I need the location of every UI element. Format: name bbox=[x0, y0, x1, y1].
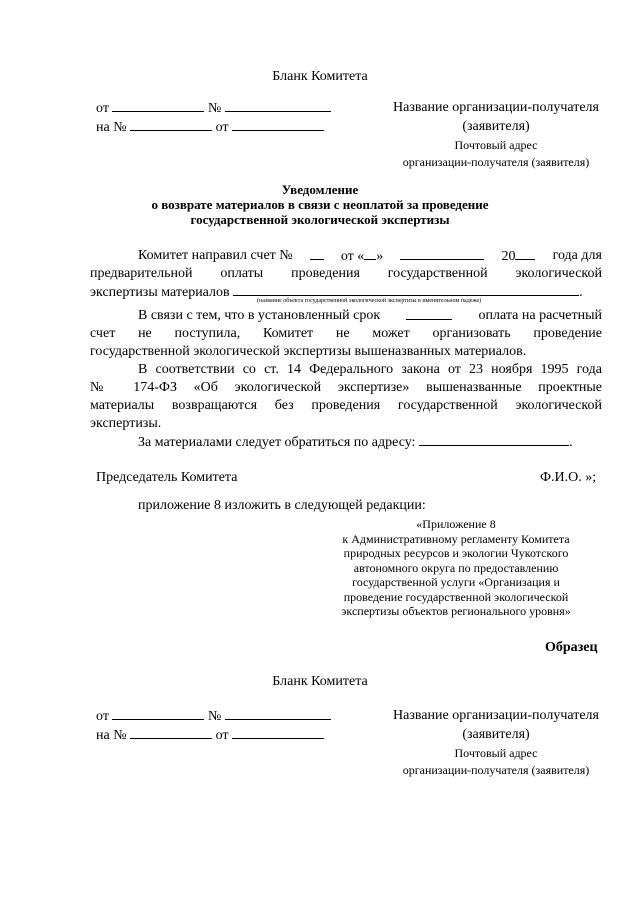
notice-title bbox=[0, 182, 640, 227]
chairman-fio: Ф.И.О. »; bbox=[540, 470, 597, 485]
reply-number-field-2[interactable] bbox=[130, 726, 212, 739]
blank-title: Бланк Комитета bbox=[272, 69, 368, 84]
reply-date-field-2[interactable] bbox=[232, 726, 324, 739]
address-field[interactable] bbox=[419, 433, 569, 446]
number-label-2: № bbox=[207, 709, 222, 724]
outgoing-ref-row bbox=[96, 99, 331, 117]
appendix-header: «Приложение 8 к Административному регламенту Комитета природных ресурсов и экологии Чукотского автономного округа по предоставлению государственной услуги «Организация и проведение государственной экологической экспертизы объектов регионального уровня» bbox=[341, 517, 571, 618]
notice-title-line1: Уведомление bbox=[281, 182, 359, 197]
from-label: от bbox=[96, 101, 109, 116]
paragraph-law: В соответствии со ст. 14 Федерального закона от 23 ноября 1995 года bbox=[138, 362, 602, 377]
number-field[interactable] bbox=[225, 99, 331, 112]
recipient-name: Название организации-получателя bbox=[393, 100, 599, 115]
object-name-caption: (название объекта государственной экологической экспертизы в именительном падеже) bbox=[257, 298, 482, 304]
postal-address: Почтовый адрес bbox=[454, 138, 538, 152]
blank-title-2: Бланк Комитета bbox=[272, 674, 368, 689]
paragraph-payment: В связи с тем, что в установленный срок оплата на расчетный bbox=[138, 308, 602, 323]
invoice-month-field[interactable] bbox=[400, 247, 484, 260]
reply-from-label: от bbox=[215, 120, 229, 135]
invoice-year-field[interactable] bbox=[515, 247, 535, 260]
recipient-block bbox=[380, 99, 612, 169]
recipient-sub-2: (заявителя) bbox=[462, 727, 530, 742]
chairman-label: Председатель Комитета bbox=[96, 470, 238, 485]
reply-date-field[interactable] bbox=[232, 118, 324, 131]
from-label-2: от bbox=[96, 709, 109, 724]
invoice-number-field[interactable] bbox=[310, 247, 324, 260]
reply-ref-row-2 bbox=[96, 726, 324, 744]
recipient-name-2: Название организации-получателя bbox=[393, 708, 599, 723]
number-label: № bbox=[207, 101, 222, 116]
date-field[interactable] bbox=[112, 99, 204, 112]
postal-address-2: Почтовый адрес bbox=[454, 746, 538, 760]
object-name-field[interactable] bbox=[233, 283, 579, 296]
sample-label: Образец bbox=[545, 640, 598, 655]
reply-number-field[interactable] bbox=[130, 118, 212, 131]
postal-address-sub-2: организации-получателя (заявителя) bbox=[402, 762, 590, 777]
amendment-text: приложение 8 изложить в следующей редакции: bbox=[138, 498, 426, 513]
recipient-sub: (заявителя) bbox=[462, 119, 530, 134]
notice-title-line3: государственной экологической экспертизы bbox=[190, 212, 450, 227]
reply-ref-row bbox=[96, 118, 324, 136]
number-field-2[interactable] bbox=[225, 707, 331, 720]
reply-number-label-2: на № bbox=[96, 728, 127, 743]
postal-address-sub: организации-получателя (заявителя) bbox=[402, 154, 590, 169]
reply-from-label-2: от bbox=[215, 728, 229, 743]
notice-body: Комитет направил счет № от « » 20 года для предварительной оплаты проведения государственной экологической экспертизы материалов . (название объекта государственной экологической экспертизы в именительном падеже) В связи с тем, что в установленный срок оплата на расчетный счет не поступила, Комитет не может организовать проведение государственной экологической экспертизы вышеназванных материалов. В соответствии со ст. 14 Федерального закона от 23 ноября 1995 года № 174-ФЗ «Об экологической экспертизе» вышеназванные проектные материалы возвращаются без проведения государственной экологической экспертизы. За материалами следует обратиться по адресу: . bbox=[90, 247, 602, 451]
notice-title-line2: о возврате материалов в связи с неоплатой за проведение bbox=[151, 197, 489, 212]
date-field-2[interactable] bbox=[112, 707, 204, 720]
paragraph-invoice: Комитет направил счет № от « » 20 года для bbox=[138, 248, 602, 264]
recipient-block-2 bbox=[380, 707, 612, 777]
invoice-day-field[interactable] bbox=[364, 247, 376, 260]
reply-number-label: на № bbox=[96, 120, 127, 135]
outgoing-ref-row-2 bbox=[96, 707, 331, 725]
deadline-field[interactable] bbox=[406, 307, 452, 320]
paragraph-address: За материалами следует обратиться по адресу: . bbox=[138, 435, 573, 450]
